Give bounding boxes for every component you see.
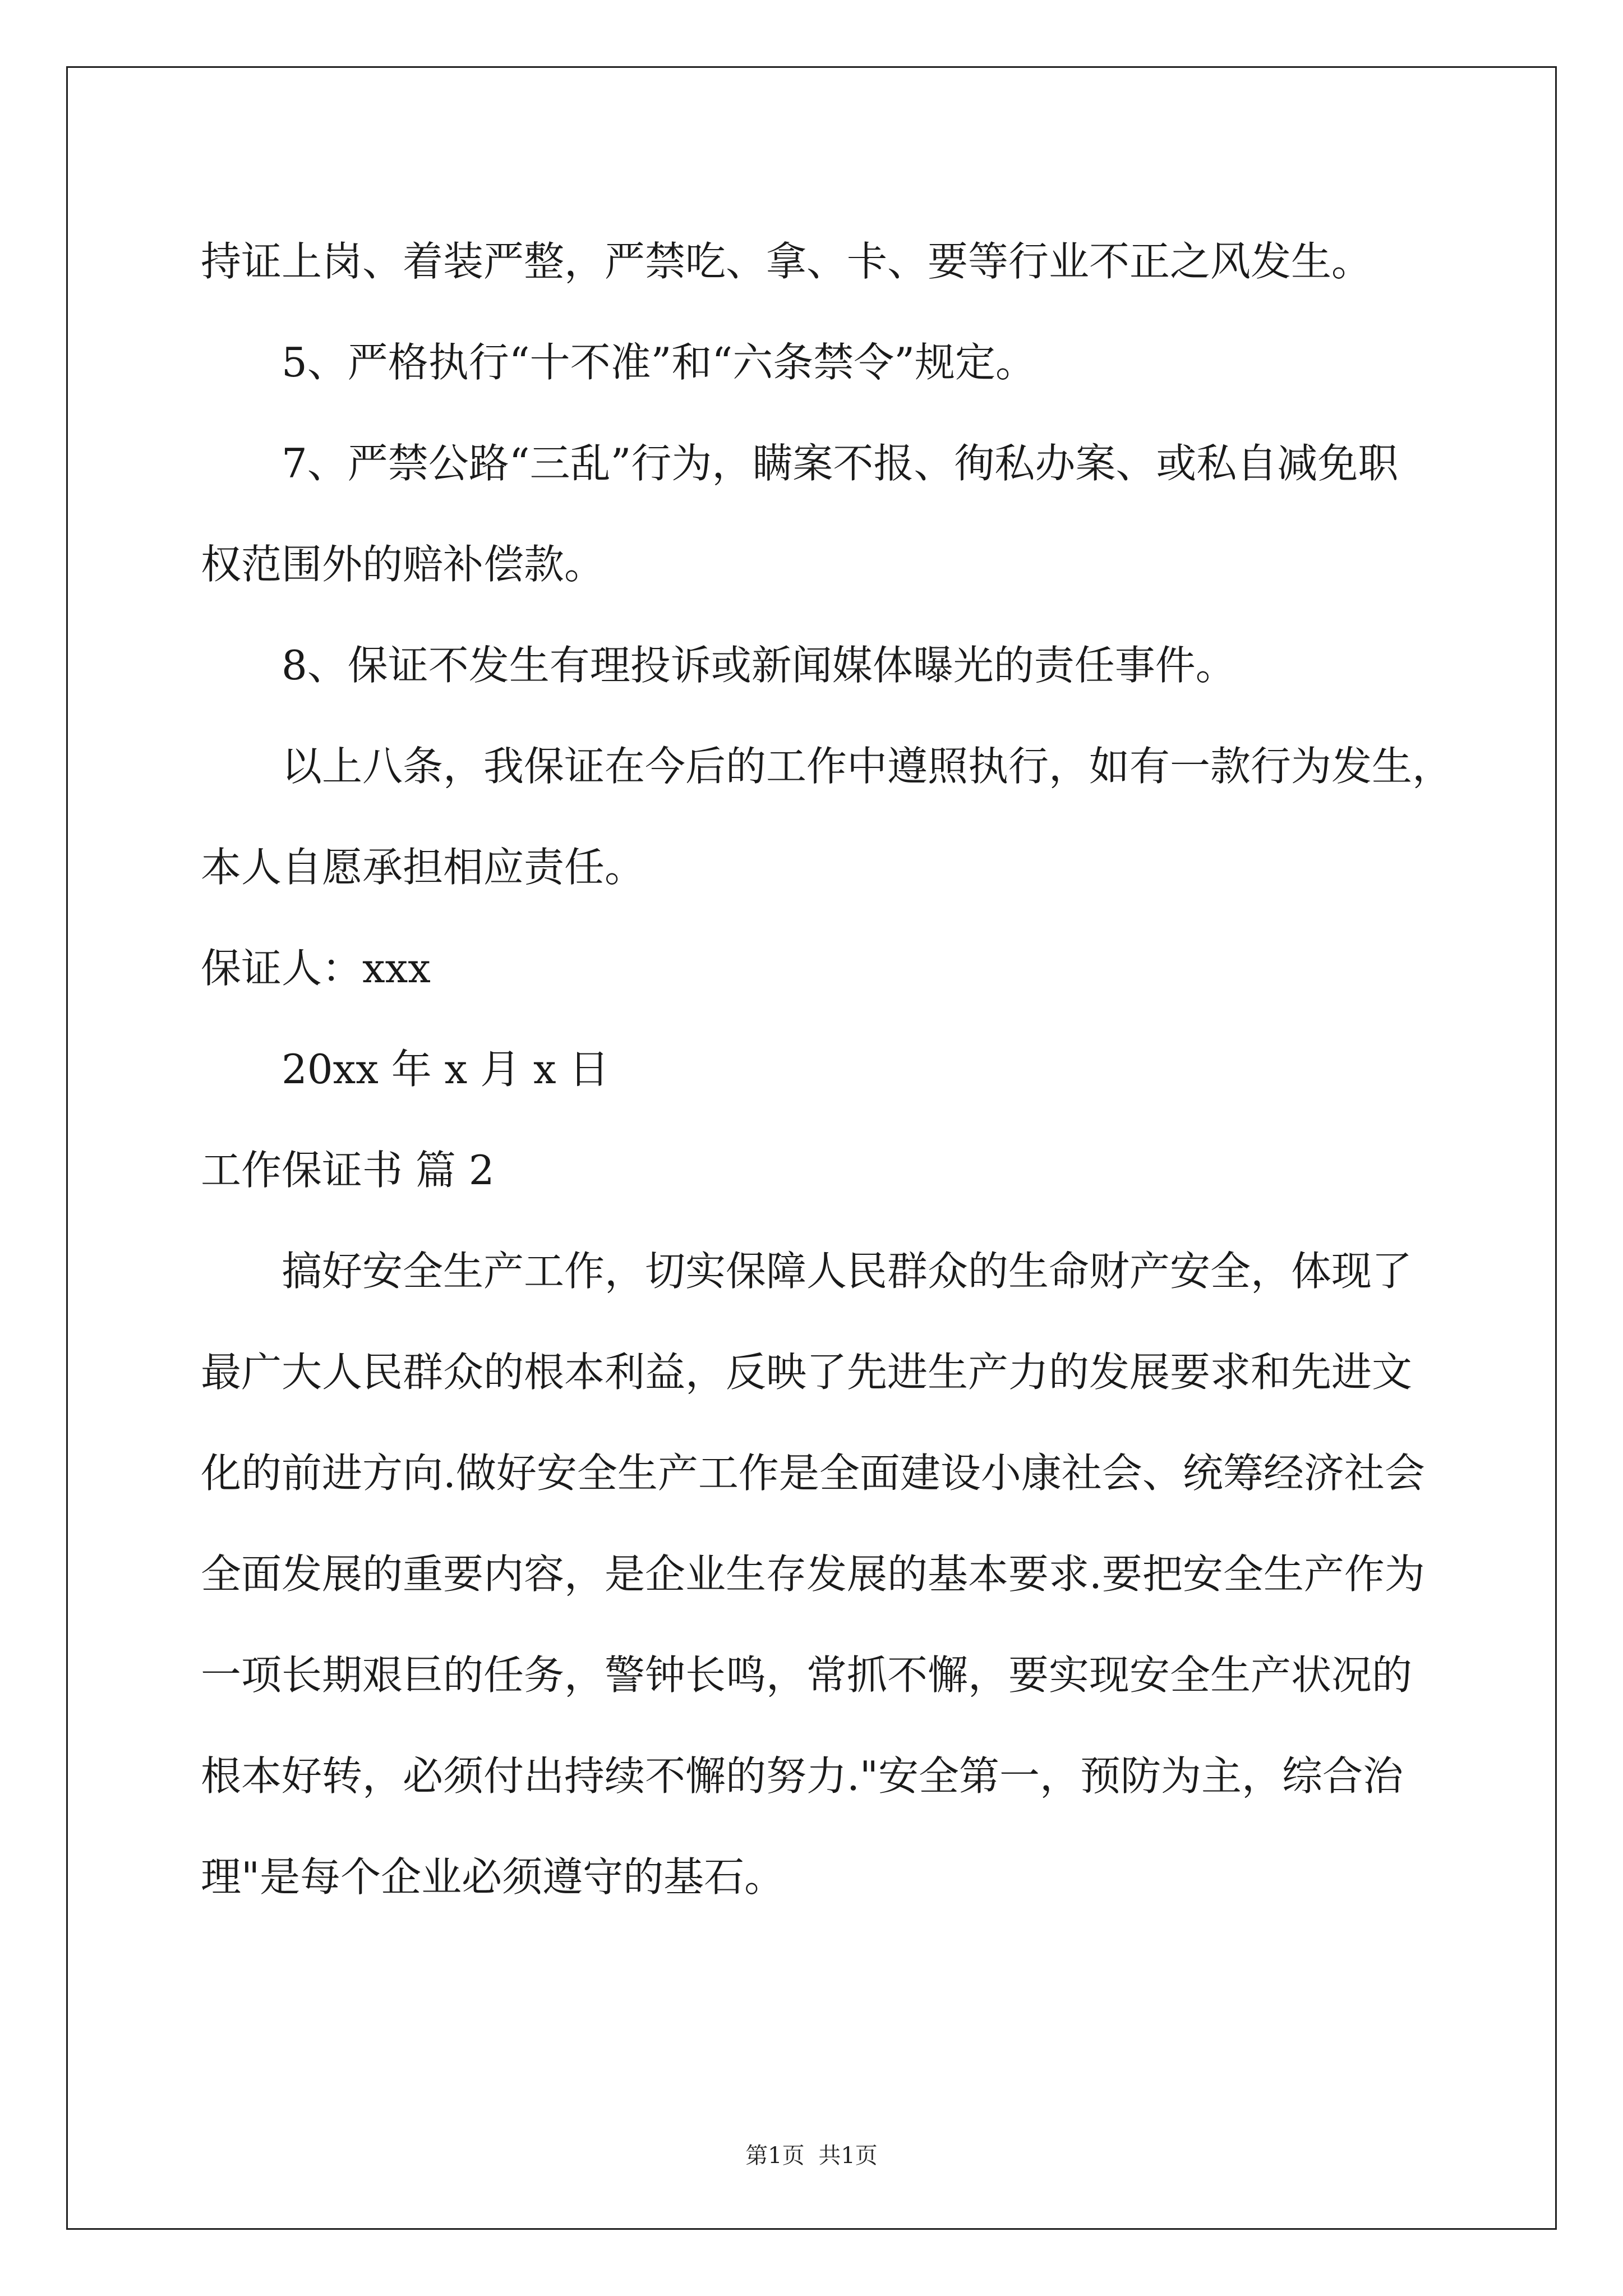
- page-number-current: 第1页: [745, 2143, 805, 2169]
- paragraph-line: 8、保证不发生有理投诉或新闻媒体曝光的责任事件。: [282, 642, 1236, 689]
- paragraph-line: 搞好安全生产工作，切实保障人民群众的生命财产安全，体现了: [282, 1248, 1413, 1295]
- paragraph-line: 以上八条，我保证在今后的工作中遵照执行，如有一款行为发生，: [282, 743, 1453, 790]
- paragraph-line: 化的前进方向.做好安全生产工作是全面建设小康社会、统筹经济社会: [201, 1450, 1425, 1497]
- date-line: 20xx 年 x 月 x 日: [282, 1046, 610, 1093]
- paragraph-line: 7、严禁公路“三乱”行为，瞒案不报、徇私办案、或私自减免职: [282, 440, 1399, 487]
- paragraph-line: 最广大人民群众的根本利益，反映了先进生产力的发展要求和先进文: [201, 1349, 1413, 1396]
- paragraph-line: 根本好转，必须付出持续不懈的努力."安全第一，预防为主，综合治: [201, 1752, 1404, 1800]
- section-heading: 工作保证书 篇 2: [201, 1147, 495, 1194]
- paragraph-line: 持证上岗、着装严整，严禁吃、拿、卡、要等行业不正之风发生。: [201, 238, 1372, 285]
- guarantor-line: 保证人：xxx: [201, 945, 431, 992]
- paragraph-line: 理"是每个企业必须遵守的基石。: [201, 1853, 785, 1901]
- page-number-total: 共1页: [818, 2143, 878, 2169]
- paragraph-line: 权范围外的赔补偿款。: [201, 541, 605, 588]
- paragraph-line: 全面发展的重要内容，是企业生存发展的基本要求.要把安全生产作为: [201, 1550, 1425, 1598]
- paragraph-line: 本人自愿承担相应责任。: [201, 844, 645, 891]
- paragraph-line: 5、严格执行“十不准”和“六条禁令”规定。: [282, 339, 1036, 386]
- page-footer: [0, 2138, 1623, 2170]
- paragraph-line: 一项长期艰巨的任务，警钟长鸣，常抓不懈，要实现安全生产状况的: [201, 1651, 1413, 1699]
